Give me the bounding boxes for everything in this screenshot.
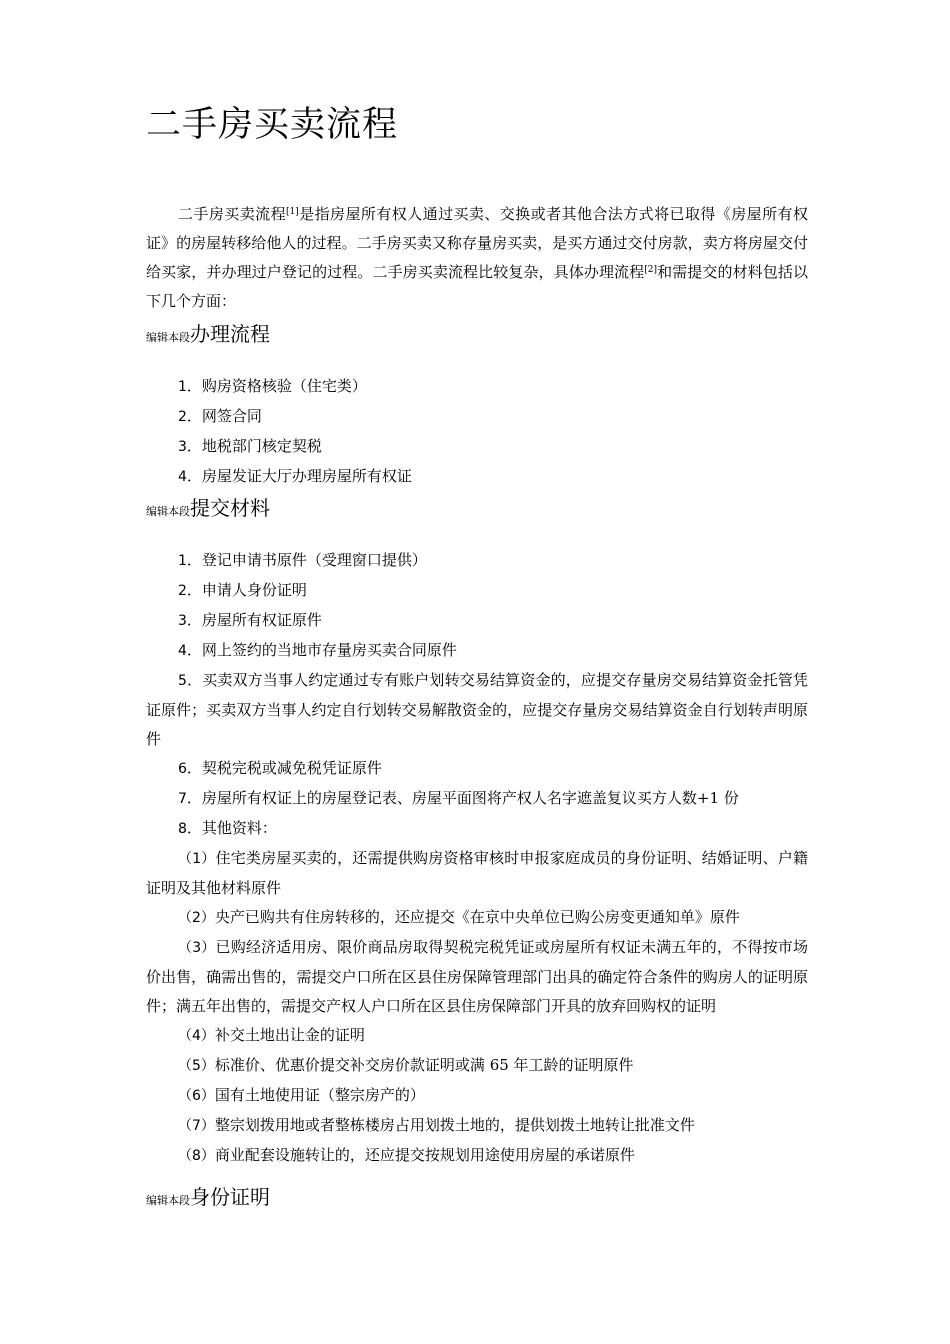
item-text: ．地税部门核定契税 xyxy=(186,437,322,455)
list-item xyxy=(146,606,808,636)
item-text: ．登记申请书原件（受理窗口提供） xyxy=(186,551,427,569)
sub-list-item xyxy=(146,844,808,903)
edit-section-link[interactable]: 编辑本段 xyxy=(146,331,190,344)
item-text: ．其他资料： xyxy=(186,819,277,837)
item-number: （3） xyxy=(178,940,216,956)
item-number: 4 xyxy=(178,469,187,485)
sub-list-item xyxy=(146,1021,808,1051)
item-text: 补交土地出让金的证明 xyxy=(214,1026,365,1044)
item-number: （1） xyxy=(178,851,216,867)
item-text: ．契税完税或减免税凭证原件 xyxy=(186,759,382,777)
sub-list-item xyxy=(146,933,808,1021)
item-text: ．房屋发证大厅办理房屋所有权证 xyxy=(186,467,412,485)
item-number: （5） xyxy=(178,1058,215,1074)
item-number: 1 xyxy=(178,553,187,569)
item-number: 8 xyxy=(178,821,187,837)
section-heading-process xyxy=(146,318,270,347)
reference-link-2[interactable]: [2] xyxy=(644,265,657,275)
item-number: （6） xyxy=(178,1088,215,1104)
item-text: ．申请人身份证明 xyxy=(186,581,307,599)
list-item xyxy=(146,636,808,666)
section-heading-identity xyxy=(146,1181,270,1210)
item-number: 3 xyxy=(178,439,187,455)
list-item xyxy=(146,546,808,576)
list-item xyxy=(146,432,808,462)
item-number: 3 xyxy=(178,613,187,629)
section-heading-materials xyxy=(146,492,270,521)
intro-text-1: 二手房买卖流程 xyxy=(178,205,287,223)
list-item xyxy=(146,754,808,784)
list-item xyxy=(146,462,808,492)
list-item xyxy=(146,814,808,844)
list-item xyxy=(146,784,808,814)
section-title: 办理流程 xyxy=(190,322,270,346)
section-title: 提交材料 xyxy=(190,496,270,520)
sub-list-item xyxy=(146,1051,808,1081)
sub-list-item xyxy=(146,1141,808,1171)
item-text: 标准价、优惠价提交补交房价款证明或满 65 年工龄的证明原件 xyxy=(214,1056,634,1074)
item-text: ．网签合同 xyxy=(186,407,262,425)
process-list xyxy=(146,372,808,492)
edit-section-link[interactable]: 编辑本段 xyxy=(146,505,190,518)
item-text: 国有土地使用证（整宗房产的） xyxy=(214,1086,425,1104)
edit-section-link[interactable]: 编辑本段 xyxy=(146,1194,190,1207)
item-number: 7 xyxy=(178,791,187,807)
intro-paragraph xyxy=(146,200,808,316)
item-number: 2 xyxy=(178,409,187,425)
sub-list-item xyxy=(146,903,808,933)
item-number: 2 xyxy=(178,583,187,599)
item-text: 央产已购共有住房转移的，还应提交《在京中央单位已购公房变更通知单》原件 xyxy=(214,908,740,926)
item-text: 已购经济适用房、限价商品房取得契税完税凭证或房屋所有权证未满五年的，不得按市场价出售，确需出售的，需提交户口所在区县住房保障管理部门出具的确定符合条件的购房人的证明原件；满五年出售的，需提交产权人户口所在区县住房保障部门开具的放弃回购权的证明 xyxy=(146,938,808,1015)
item-text: ．网上签约的当地市存量房买卖合同原件 xyxy=(186,641,457,659)
page-title: 二手房买卖流程 xyxy=(146,105,399,145)
item-text: ．房屋所有权证上的房屋登记表、房屋平面图将产权人名字遮盖复议买方人数+1 份 xyxy=(186,789,739,807)
item-text: ．房屋所有权证原件 xyxy=(186,611,322,629)
item-number: （2） xyxy=(178,910,215,926)
item-text: ．买卖双方当事人约定通过专有账户划转交易结算资金的，应提交存量房交易结算资金托管凭证原件；买卖双方当事人约定自行划转交易解散资金的，应提交存量房交易结算资金自行划转声明原件 xyxy=(146,671,808,748)
item-text: 商业配套设施转让的，还应提交按规划用途使用房屋的承诺原件 xyxy=(214,1146,635,1164)
list-item xyxy=(146,576,808,606)
sub-list-item xyxy=(146,1111,808,1141)
item-number: （4） xyxy=(178,1028,215,1044)
item-number: 4 xyxy=(178,643,187,659)
list-item xyxy=(146,402,808,432)
item-number: 6 xyxy=(178,761,187,777)
item-number: 1 xyxy=(178,379,187,395)
item-text: ．购房资格核验（住宅类） xyxy=(186,377,367,395)
intro-text-2: 是指房屋所有权人通过买卖、交换或者其他合法方式将已取得《房屋所有权证》的房屋转移给他人的过程。二手房买卖又称存量房买卖，是买方通过交付房款，卖方将房屋交付给买家，并办理过户登记的过程。二手房买卖流程比较复杂，具体办理流程 xyxy=(146,205,808,281)
list-item xyxy=(146,666,808,754)
item-number: 5 xyxy=(178,673,187,689)
list-item xyxy=(146,372,808,402)
item-text: 整宗划拨用地或者整栋楼房占用划拨土地的，提供划拨土地转让批准文件 xyxy=(214,1116,695,1134)
reference-link-1[interactable]: [1] xyxy=(286,207,299,217)
sub-list-item xyxy=(146,1081,808,1111)
item-number: （8） xyxy=(178,1148,215,1164)
materials-list xyxy=(146,546,808,1171)
item-number: （7） xyxy=(178,1118,215,1134)
item-text: 住宅类房屋买卖的，还需提供购房资格审核时申报家庭成员的身份证明、结婚证明、户籍证明及其他材料原件 xyxy=(146,849,808,897)
section-title: 身份证明 xyxy=(190,1185,270,1209)
intro-text-3: 和需提交的材料包括以下几个方面： xyxy=(146,263,808,310)
